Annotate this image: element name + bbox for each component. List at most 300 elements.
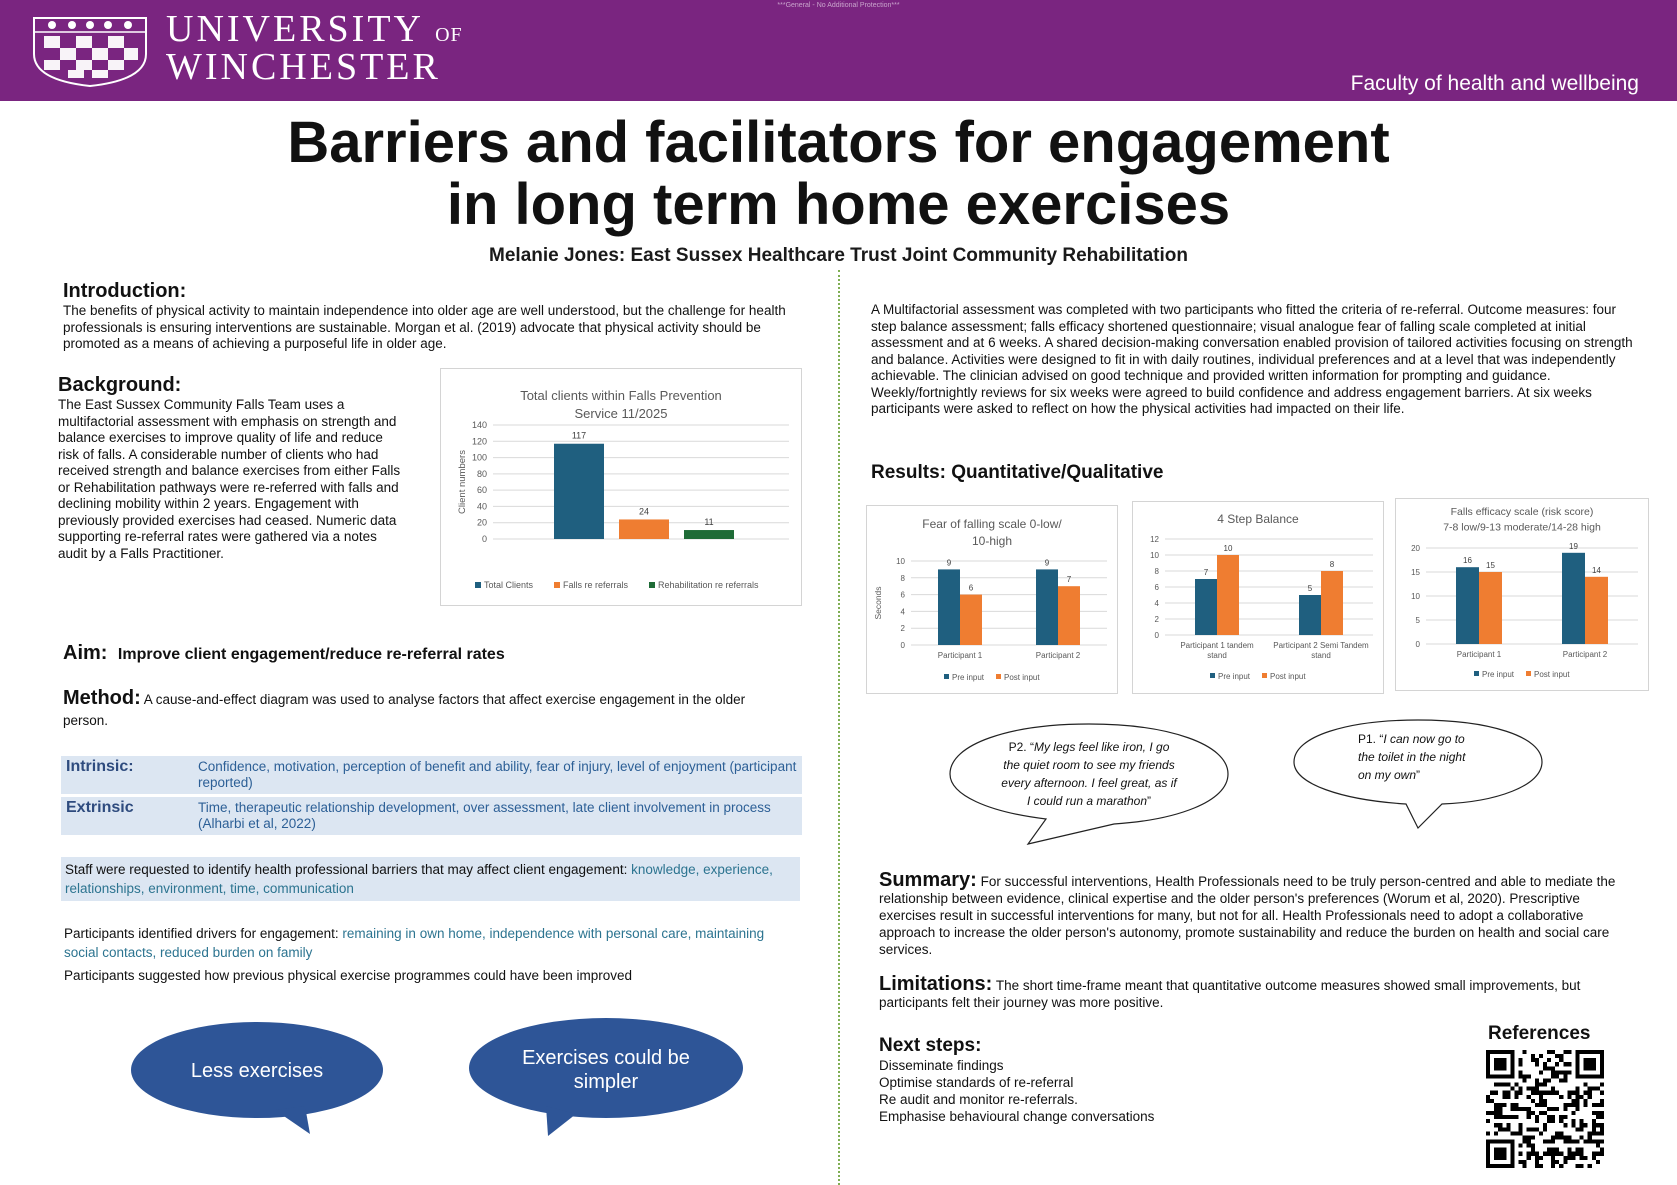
qr-module xyxy=(1555,1070,1559,1074)
qr-module xyxy=(1527,1074,1531,1078)
qr-module xyxy=(1600,1091,1604,1095)
poster-title: Barriers and facilitators for engagement in long term home exercises xyxy=(287,110,1390,237)
qr-module xyxy=(1576,1095,1580,1099)
qr-module xyxy=(1498,1127,1502,1131)
qr-module xyxy=(1563,1078,1567,1082)
chart-title: 7-8 low/9-13 moderate/14-28 high xyxy=(1443,521,1601,534)
qr-module xyxy=(1543,1083,1547,1087)
qr-module xyxy=(1535,1115,1539,1119)
factor-row xyxy=(61,756,802,794)
y-tick-label: 8 xyxy=(1154,567,1159,576)
qr-module xyxy=(1547,1152,1551,1156)
qr-module xyxy=(1571,1156,1575,1160)
classification-label: ***General - No Additional Protection*** xyxy=(777,2,900,9)
qr-module xyxy=(1547,1066,1551,1070)
qr-module xyxy=(1563,1156,1567,1160)
chart-title: Service 11/2025 xyxy=(574,406,668,421)
qr-module xyxy=(1600,1115,1604,1119)
background-section xyxy=(58,374,403,562)
qr-module xyxy=(1596,1087,1600,1091)
qr-module xyxy=(1551,1140,1555,1144)
aim-heading: Aim: xyxy=(63,642,108,664)
qr-module xyxy=(1563,1107,1567,1111)
qr-module xyxy=(1559,1058,1563,1062)
qr-module xyxy=(1555,1062,1559,1066)
qr-module xyxy=(1543,1111,1547,1115)
y-tick-label: 80 xyxy=(476,468,487,479)
qr-module xyxy=(1523,1135,1527,1139)
qr-module xyxy=(1543,1078,1547,1082)
qr-module xyxy=(1600,1140,1604,1144)
qr-module xyxy=(1539,1111,1543,1115)
qr-module xyxy=(1506,1127,1510,1131)
quote-p2-line3: every afternoon. I feel great, as if xyxy=(1001,776,1177,790)
bar xyxy=(1299,595,1321,635)
bar xyxy=(1036,569,1058,645)
quote-p2-close: ” xyxy=(1147,794,1152,808)
qr-module xyxy=(1580,1119,1584,1123)
qr-module xyxy=(1576,1107,1580,1111)
factor-value: Time, therapeutic relationship development, over assessment, late client involvement in process (Alharbi et al, 2022) xyxy=(193,797,802,835)
qr-module xyxy=(1551,1164,1555,1168)
results-heading xyxy=(871,462,1163,484)
y-tick-label: 60 xyxy=(476,485,487,496)
university-logotype: UNIVERSITY OF WINCHESTER xyxy=(166,8,463,88)
qr-module xyxy=(1535,1083,1539,1087)
bar xyxy=(1562,553,1585,644)
y-tick-label: 20 xyxy=(476,517,487,528)
qr-module xyxy=(1543,1127,1547,1131)
qr-module xyxy=(1576,1091,1580,1095)
qr-module xyxy=(1527,1156,1531,1160)
y-tick-label: 0 xyxy=(1154,631,1159,640)
y-axis-label: Client numbers xyxy=(457,450,468,514)
legend-label: Post input xyxy=(1270,672,1306,681)
legend-swatch xyxy=(1262,673,1267,678)
qr-module xyxy=(1514,1103,1518,1107)
qr-module xyxy=(1567,1152,1571,1156)
legend-label: Pre input xyxy=(952,673,985,682)
qr-module xyxy=(1596,1123,1600,1127)
qr-module xyxy=(1600,1099,1604,1103)
legend-swatch xyxy=(1526,671,1531,676)
qr-module xyxy=(1588,1140,1592,1144)
qr-module xyxy=(1600,1148,1604,1152)
qr-module xyxy=(1543,1123,1547,1127)
qr-module xyxy=(1596,1131,1600,1135)
qr-module xyxy=(1571,1152,1575,1156)
chart-title: 10-high xyxy=(971,534,1013,548)
y-tick-label: 4 xyxy=(900,607,905,617)
bar xyxy=(1479,572,1502,644)
qr-module xyxy=(1498,1103,1502,1107)
next-steps-heading: Next steps: xyxy=(879,1035,982,1056)
svg-text:on my own” xyxy=(1358,768,1420,782)
chart-title: Falls efficacy scale (risk score) xyxy=(1450,506,1594,518)
qr-module xyxy=(1600,1131,1604,1135)
quote-bubble-p1 xyxy=(1290,716,1546,834)
qr-module xyxy=(1592,1152,1596,1156)
qr-module xyxy=(1551,1074,1555,1078)
qr-module xyxy=(1567,1135,1571,1139)
qr-module xyxy=(1539,1091,1543,1095)
qr-module xyxy=(1555,1160,1559,1164)
qr-module xyxy=(1535,1058,1539,1062)
staff-barriers-prefix: Staff were requested to identify health professional barriers that may affect client engagement: xyxy=(65,862,632,877)
qr-module xyxy=(1531,1087,1535,1091)
qr-module xyxy=(1576,1152,1580,1156)
qr-module xyxy=(1486,1131,1490,1135)
qr-module xyxy=(1519,1144,1523,1148)
qr-module xyxy=(1551,1115,1555,1119)
qr-module xyxy=(1494,1091,1498,1095)
qr-module xyxy=(1563,1074,1567,1078)
quote-p1-close: ” xyxy=(1416,768,1421,782)
bar xyxy=(960,595,982,645)
qr-module xyxy=(1588,1164,1592,1168)
qr-module xyxy=(1576,1148,1580,1152)
qr-module xyxy=(1527,1087,1531,1091)
data-label: 15 xyxy=(1486,561,1495,570)
qr-module xyxy=(1547,1140,1551,1144)
svg-text:P2. “My legs feel like iron, I xyxy=(1009,740,1170,754)
qr-module xyxy=(1576,1164,1580,1168)
qr-module xyxy=(1563,1123,1567,1127)
qr-module xyxy=(1531,1111,1535,1115)
qr-module xyxy=(1576,1140,1580,1144)
y-tick-label: 5 xyxy=(1415,616,1420,625)
staff-barriers-items: knowledge, experience, relationships, environment, time, communication xyxy=(65,862,773,896)
qr-module xyxy=(1498,1115,1502,1119)
next-step-item: Optimise standards of re-referral xyxy=(879,1075,1074,1090)
drivers-items: remaining in own home, independence with personal care, maintaining social contacts, reduced burden on family xyxy=(64,926,765,960)
qr-module xyxy=(1551,1087,1555,1091)
qr-module xyxy=(1584,1123,1588,1127)
qr-module xyxy=(1571,1099,1575,1103)
qr-module xyxy=(1494,1131,1498,1135)
qr-module xyxy=(1551,1156,1555,1160)
qr-module xyxy=(1531,1054,1535,1058)
bar xyxy=(1217,555,1239,635)
qr-module xyxy=(1588,1131,1592,1135)
qr-module xyxy=(1514,1107,1518,1111)
falls-service-chart xyxy=(440,368,802,606)
y-tick-label: 6 xyxy=(1154,583,1159,592)
quote-p2-line2: the quiet room to see my friends xyxy=(1003,758,1175,772)
bar xyxy=(684,530,734,539)
column-divider xyxy=(838,270,840,1185)
qr-module xyxy=(1596,1103,1600,1107)
qr-module xyxy=(1596,1144,1600,1148)
qr-module xyxy=(1559,1164,1563,1168)
factor-key: Extrinsic xyxy=(61,797,193,835)
summary-section xyxy=(879,869,1624,958)
fear-of-falling-chart xyxy=(866,505,1118,694)
legend-swatch xyxy=(475,582,481,588)
y-tick-label: 15 xyxy=(1411,568,1420,577)
qr-module xyxy=(1531,1144,1535,1148)
qr-module xyxy=(1596,1115,1600,1119)
qr-module xyxy=(1539,1054,1543,1058)
qr-module xyxy=(1498,1107,1502,1111)
qr-module xyxy=(1580,1148,1584,1152)
qr-module xyxy=(1567,1156,1571,1160)
qr-module xyxy=(1559,1135,1563,1139)
x-tick-label: Participant 1 xyxy=(937,651,983,660)
qr-module xyxy=(1486,1095,1490,1099)
qr-module xyxy=(1510,1131,1514,1135)
assessment-section xyxy=(871,302,1636,418)
qr-module xyxy=(1571,1103,1575,1107)
qr-module xyxy=(1523,1050,1527,1054)
qr-module xyxy=(1563,1160,1567,1164)
quote-p1-line3: on my own xyxy=(1358,768,1417,782)
qr-module xyxy=(1527,1127,1531,1131)
qr-module xyxy=(1543,1140,1547,1144)
y-tick-label: 10 xyxy=(896,557,905,566)
qr-module xyxy=(1600,1111,1604,1115)
qr-module xyxy=(1535,1127,1539,1131)
limitations-text: The short time-frame meant that quantitative outcome measures showed small improvements, but participants felt their journey was more positive. xyxy=(879,978,1581,1010)
qr-module xyxy=(1547,1078,1551,1082)
method-text: A cause-and-effect diagram was used to analyse factors that affect exercise engagement in the older person. xyxy=(63,692,746,728)
qr-module xyxy=(1580,1123,1584,1127)
legend-swatch xyxy=(1210,673,1215,678)
qr-module xyxy=(1486,1099,1490,1103)
qr-module xyxy=(1519,1062,1523,1066)
qr-finder xyxy=(1494,1058,1506,1070)
qr-module xyxy=(1596,1140,1600,1144)
y-tick-label: 20 xyxy=(1411,544,1420,553)
qr-module xyxy=(1498,1111,1502,1115)
qr-module xyxy=(1539,1095,1543,1099)
qr-module xyxy=(1571,1123,1575,1127)
qr-module xyxy=(1535,1152,1539,1156)
qr-module xyxy=(1559,1152,1563,1156)
qr-module xyxy=(1543,1103,1547,1107)
qr-module xyxy=(1600,1127,1604,1131)
factors-table xyxy=(61,753,802,838)
y-tick-label: 120 xyxy=(471,436,487,447)
y-tick-label: 2 xyxy=(1154,615,1159,624)
legend-label: Pre input xyxy=(1218,672,1251,681)
qr-module xyxy=(1567,1050,1571,1054)
qr-module xyxy=(1498,1083,1502,1087)
legend-swatch xyxy=(554,582,560,588)
y-tick-label: 10 xyxy=(1411,592,1420,601)
introduction-heading: Introduction: xyxy=(63,280,187,302)
summary-text: For successful interventions, Health Professionals need to be truly person-centred and able to mediate the relationship between evidence, clinical expertise and the older person's preferences (Worum et al, 2020). Prescriptive exercises result in successful interventions for many, but not for all. Health Professionals need to adopt a collaborative approach to increase the older person's autonomy, promote sustainability and reduce the burden on health and social care services. xyxy=(879,874,1616,957)
next-step-item: Re audit and monitor re-referrals. xyxy=(879,1092,1078,1107)
qr-module xyxy=(1486,1119,1490,1123)
qr-module xyxy=(1563,1062,1567,1066)
qr-module xyxy=(1567,1062,1571,1066)
factor-row xyxy=(61,797,802,835)
assessment-text: A Multifactorial assessment was completed with two participants who fitted the criteria of re-referral. Outcome measures: four step balance assessment; falls efficacy shortened questionnaire; visual analogue fear of falling scale completed at initial assessment and at 6 weeks. A shared decision-making conversation enabled provision of tailored activities focusing on strength and balance. Activities were designed to fit in with daily routines, individual preferences and at a level that was independently achievable. The clinician advised on good technique and provided written information for prompting and guidance. Weekly/fortnightly reviews for six weeks were agreed to build confidence and address engagement barriers. At six weeks participants were asked to reflect on how the physical activities had impacted on their life. xyxy=(871,302,1633,416)
qr-module xyxy=(1535,1087,1539,1091)
qr-module xyxy=(1551,1107,1555,1111)
qr-module xyxy=(1490,1111,1494,1115)
y-tick-label: 0 xyxy=(900,641,905,650)
qr-module xyxy=(1494,1123,1498,1127)
qr-module xyxy=(1514,1131,1518,1135)
qr-module xyxy=(1531,1091,1535,1095)
bar xyxy=(938,569,960,645)
x-tick-label: Participant 1 tandem xyxy=(1180,641,1254,650)
university-crest-icon xyxy=(30,14,150,88)
qr-module xyxy=(1519,1131,1523,1135)
legend-swatch xyxy=(1474,671,1479,676)
x-tick-label: Participant 2 xyxy=(1035,651,1081,660)
qr-module xyxy=(1531,1152,1535,1156)
qr-module xyxy=(1494,1107,1498,1111)
qr-module xyxy=(1543,1099,1547,1103)
qr-module xyxy=(1567,1095,1571,1099)
qr-module xyxy=(1588,1091,1592,1095)
method-heading: Method: xyxy=(63,687,141,709)
legend-label: Rehabilitation re referrals xyxy=(658,580,759,590)
qr-module xyxy=(1567,1091,1571,1095)
qr-module xyxy=(1571,1119,1575,1123)
author-line: Melanie Jones: East Sussex Healthcare Trust Joint Community Rehabilitation xyxy=(489,245,1188,266)
qr-module xyxy=(1514,1083,1518,1087)
qr-module xyxy=(1584,1156,1588,1160)
qr-module xyxy=(1580,1152,1584,1156)
qr-module xyxy=(1576,1087,1580,1091)
qr-module xyxy=(1551,1050,1555,1054)
qr-module xyxy=(1555,1107,1559,1111)
qr-module xyxy=(1510,1115,1514,1119)
qr-module xyxy=(1535,1062,1539,1066)
chart-title: Fear of falling scale 0-low/ xyxy=(922,517,1062,531)
qr-module xyxy=(1555,1135,1559,1139)
qr-module xyxy=(1527,1152,1531,1156)
qr-module xyxy=(1571,1091,1575,1095)
qr-module xyxy=(1547,1115,1551,1119)
qr-module xyxy=(1535,1119,1539,1123)
qr-module xyxy=(1539,1070,1543,1074)
data-label: 11 xyxy=(704,517,714,528)
qr-module xyxy=(1510,1087,1514,1091)
qr-module xyxy=(1531,1148,1535,1152)
bubble-simpler-line2: simpler xyxy=(573,1071,639,1093)
qr-module xyxy=(1563,1103,1567,1107)
qr-module xyxy=(1584,1099,1588,1103)
drivers-prefix: Participants identified drivers for engagement: xyxy=(64,926,343,941)
y-tick-label: 0 xyxy=(481,534,487,544)
qr-module xyxy=(1539,1156,1543,1160)
data-label: 10 xyxy=(1223,544,1233,553)
qr-module xyxy=(1523,1074,1527,1078)
chart-title: 4 Step Balance xyxy=(1217,512,1299,526)
qr-module xyxy=(1531,1135,1535,1139)
references-qr-code-icon[interactable] xyxy=(1486,1050,1604,1168)
qr-module xyxy=(1559,1115,1563,1119)
quote-p2-prefix: P2. “ xyxy=(1008,740,1034,754)
qr-module xyxy=(1600,1103,1604,1107)
qr-module xyxy=(1580,1156,1584,1160)
quote-p2-line1: My legs feel like iron, I go xyxy=(1033,740,1170,754)
qr-module xyxy=(1551,1091,1555,1095)
qr-module xyxy=(1592,1123,1596,1127)
y-axis-label: Seconds xyxy=(873,586,883,620)
bar xyxy=(1321,571,1343,635)
limitations-heading: Limitations: xyxy=(879,973,993,995)
limitations-section xyxy=(879,973,1624,1011)
qr-module xyxy=(1580,1095,1584,1099)
y-tick-label: 4 xyxy=(1154,599,1159,608)
bubble-less-text: Less exercises xyxy=(190,1060,324,1082)
quote-p1-line2: the toilet in the night xyxy=(1358,750,1466,764)
next-step-item: Disseminate findings xyxy=(879,1058,1004,1073)
qr-module xyxy=(1527,1144,1531,1148)
qr-module xyxy=(1486,1111,1490,1115)
data-label: 8 xyxy=(1329,560,1335,569)
qr-module xyxy=(1567,1140,1571,1144)
y-tick-label: 6 xyxy=(900,590,905,600)
legend-label: Pre input xyxy=(1482,670,1515,679)
qr-module xyxy=(1563,1050,1567,1054)
qr-module xyxy=(1551,1135,1555,1139)
qr-module xyxy=(1539,1103,1543,1107)
qr-module xyxy=(1506,1091,1510,1095)
qr-module xyxy=(1510,1103,1514,1107)
qr-module xyxy=(1502,1115,1506,1119)
next-steps-section xyxy=(879,1035,1299,1125)
qr-module xyxy=(1535,1164,1539,1168)
qr-module xyxy=(1596,1152,1600,1156)
x-tick-label: Participant 2 xyxy=(1562,650,1608,659)
method-section xyxy=(63,688,793,731)
suggested-text xyxy=(64,968,794,985)
qr-module xyxy=(1494,1103,1498,1107)
svg-text:P1. “I can now go to xyxy=(1358,732,1465,746)
qr-module xyxy=(1571,1111,1575,1115)
qr-module xyxy=(1580,1135,1584,1139)
qr-module xyxy=(1539,1131,1543,1135)
qr-module xyxy=(1592,1127,1596,1131)
data-label: 24 xyxy=(638,506,650,517)
data-label: 16 xyxy=(1463,556,1472,566)
qr-module xyxy=(1523,1160,1527,1164)
qr-module xyxy=(1519,1152,1523,1156)
bar xyxy=(1195,579,1217,635)
qr-module xyxy=(1510,1107,1514,1111)
qr-module xyxy=(1592,1103,1596,1107)
qr-module xyxy=(1567,1148,1571,1152)
qr-module xyxy=(1535,1091,1539,1095)
qr-module xyxy=(1502,1127,1506,1131)
aim-text: Improve client engagement/reduce re-referral rates xyxy=(117,646,505,663)
legend-swatch xyxy=(944,674,949,679)
qr-module xyxy=(1519,1058,1523,1062)
qr-module xyxy=(1563,1135,1567,1139)
qr-module xyxy=(1502,1103,1506,1107)
qr-module xyxy=(1543,1066,1547,1070)
background-text: The East Sussex Community Falls Team uses a multifactorial assessment with emphasis on strength and balance exercises to improve quality of life and reduce risk of falls. A considerable number of clients who had received strength and balance exercises from either Falls or Rehabilitation pathways were re-referred with falls and declining mobility within 2 years. Engagement with previously provided exercises had ceased. Numeric data supporting re-referral rates were gathered via a notes audit by a Falls Practitioner. xyxy=(58,397,401,561)
qr-module xyxy=(1563,1140,1567,1144)
factor-key: Intrinsic: xyxy=(61,756,193,794)
qr-module xyxy=(1527,1111,1531,1115)
qr-module xyxy=(1490,1091,1494,1095)
qr-module xyxy=(1563,1115,1567,1119)
qr-module xyxy=(1506,1115,1510,1119)
speech-bubble-simpler xyxy=(466,1016,746,1136)
x-tick-label: Participant 1 xyxy=(1456,650,1502,659)
qr-module xyxy=(1514,1115,1518,1119)
y-tick-label: 40 xyxy=(476,501,487,512)
references-heading: References xyxy=(1488,1023,1591,1044)
